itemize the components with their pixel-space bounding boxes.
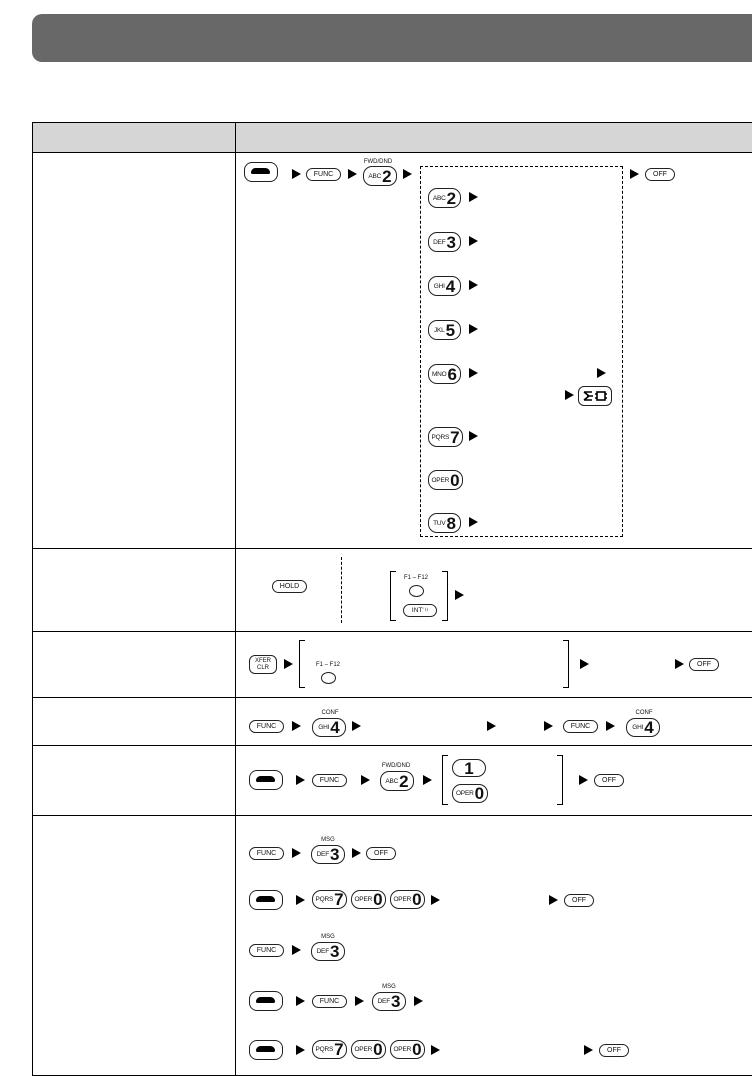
row-divider bbox=[32, 631, 752, 632]
bracket bbox=[390, 571, 396, 621]
option-divider bbox=[341, 557, 342, 623]
digit-1-key: 1 bbox=[452, 759, 486, 777]
def-3-key: DEF 3 bbox=[311, 845, 345, 864]
func-key: FUNC bbox=[563, 720, 598, 733]
off-key: OFF bbox=[599, 1044, 629, 1057]
bracket bbox=[442, 571, 448, 621]
ghi-4-key: GHI 4 bbox=[428, 276, 461, 296]
conf-label: CONF bbox=[321, 710, 339, 716]
conf-label: CONF bbox=[635, 710, 653, 716]
pqrs-7-key: PQRS 7 bbox=[428, 427, 463, 447]
flex-button-icon bbox=[409, 585, 424, 597]
arrow-icon bbox=[403, 169, 412, 179]
fwd-dnd-label: FWD/DND bbox=[381, 763, 411, 769]
pqrs-7-key: PQRS 7 bbox=[312, 890, 347, 909]
off-key: OFF bbox=[689, 658, 719, 671]
bracket bbox=[563, 640, 569, 688]
table-header-row bbox=[32, 122, 752, 152]
arrow-icon bbox=[348, 169, 357, 179]
section-header-bar bbox=[32, 14, 752, 62]
arrow-icon bbox=[469, 368, 478, 378]
func-key: FUNC bbox=[249, 847, 284, 860]
mno-6-key: MNO 6 bbox=[428, 364, 461, 384]
arrow-icon bbox=[630, 169, 639, 179]
arrow-icon bbox=[597, 368, 606, 378]
jkl-5-key: JKL 5 bbox=[428, 320, 461, 340]
off-key: OFF bbox=[594, 774, 624, 787]
def-3-key: DEF 3 bbox=[372, 992, 406, 1011]
arrow-icon bbox=[606, 721, 615, 731]
row-divider bbox=[32, 745, 752, 746]
abc-2-key: ABC 2 bbox=[363, 166, 397, 186]
hold-key: HOLD bbox=[272, 580, 307, 593]
oper-0-key: OPER 0 bbox=[428, 470, 463, 490]
msg-label: MSG bbox=[321, 837, 335, 843]
row-divider bbox=[32, 697, 752, 698]
fwd-dnd-label: FWD/DND bbox=[363, 159, 393, 165]
navigator-key-icon bbox=[578, 386, 612, 406]
arrow-icon bbox=[580, 659, 589, 669]
arrow-icon bbox=[584, 1045, 593, 1055]
arrow-icon bbox=[361, 775, 370, 785]
msg-label: MSG bbox=[321, 934, 335, 940]
talk-icon bbox=[249, 770, 283, 790]
arrow-icon bbox=[296, 1045, 305, 1055]
flex-button-icon bbox=[321, 672, 336, 684]
oper-0-key: OPER 0 bbox=[390, 1040, 425, 1059]
off-key: OFF bbox=[645, 168, 675, 181]
talk-icon bbox=[249, 991, 283, 1011]
oper-0-key: OPER 0 bbox=[351, 1040, 386, 1059]
off-key: OFF bbox=[366, 847, 396, 860]
arrow-icon bbox=[549, 895, 558, 905]
arrow-icon bbox=[296, 996, 305, 1006]
arrow-icon bbox=[423, 775, 432, 785]
arrow-icon bbox=[292, 721, 301, 731]
arrow-icon bbox=[469, 431, 478, 441]
arrow-icon bbox=[296, 895, 305, 905]
abc-2-key: ABC 2 bbox=[428, 188, 461, 208]
arrow-icon bbox=[296, 775, 305, 785]
navigator-icon bbox=[581, 389, 609, 403]
arrow-icon bbox=[487, 721, 496, 731]
arrow-icon bbox=[469, 236, 478, 246]
row-divider bbox=[32, 815, 752, 816]
row-divider bbox=[32, 548, 752, 549]
tuv-8-key: TUV 8 bbox=[428, 513, 461, 533]
arrow-icon bbox=[469, 280, 478, 290]
table-border-top bbox=[32, 122, 752, 123]
func-key: FUNC bbox=[312, 774, 347, 787]
msg-label: MSG bbox=[382, 984, 396, 990]
arrow-icon bbox=[292, 169, 301, 179]
f1-f12-label: F1 – F12 bbox=[316, 662, 341, 668]
bracket bbox=[299, 640, 305, 688]
func-key: FUNC bbox=[249, 944, 284, 957]
arrow-icon bbox=[675, 659, 684, 669]
func-key: FUNC bbox=[249, 720, 284, 733]
talk-icon bbox=[244, 162, 278, 182]
abc-2-key: ABC 2 bbox=[380, 771, 414, 791]
arrow-icon bbox=[469, 192, 478, 202]
arrow-icon bbox=[431, 895, 440, 905]
talk-icon bbox=[249, 1040, 283, 1060]
arrow-icon bbox=[414, 996, 423, 1006]
row-divider bbox=[32, 152, 752, 153]
off-key: OFF bbox=[564, 894, 594, 907]
column-divider bbox=[235, 122, 236, 1076]
arrow-icon bbox=[292, 945, 301, 955]
ghi-4-key: GHI 4 bbox=[312, 718, 346, 737]
key-label: FUNC bbox=[313, 171, 334, 178]
f1-f12-label: F1 – F12 bbox=[404, 575, 429, 581]
arrow-icon bbox=[469, 324, 478, 334]
talk-icon bbox=[249, 890, 283, 910]
signal-icon: ⁾⁾ bbox=[424, 607, 429, 615]
oper-0-key: OPER 0 bbox=[351, 890, 386, 909]
arrow-icon bbox=[352, 848, 361, 858]
intercom-key: INT' ⁾⁾ bbox=[403, 604, 437, 617]
bracket bbox=[557, 755, 563, 805]
table-border-left bbox=[32, 122, 33, 1076]
oper-0-key: OPER 0 bbox=[390, 890, 425, 909]
bracket bbox=[442, 755, 448, 805]
arrow-icon bbox=[431, 1045, 440, 1055]
arrow-icon bbox=[565, 390, 574, 400]
ghi-4-key: GHI 4 bbox=[626, 718, 660, 737]
arrow-icon bbox=[352, 721, 361, 731]
func-key bbox=[306, 168, 341, 181]
arrow-icon bbox=[469, 517, 478, 527]
def-3-key: DEF 3 bbox=[311, 942, 345, 961]
def-3-key: DEF 3 bbox=[428, 232, 461, 252]
arrow-icon bbox=[544, 721, 553, 731]
arrow-icon bbox=[579, 775, 588, 785]
arrow-icon bbox=[284, 659, 293, 669]
func-key: FUNC bbox=[312, 995, 347, 1008]
arrow-icon bbox=[355, 996, 364, 1006]
arrow-icon bbox=[455, 590, 464, 600]
pqrs-7-key: PQRS 7 bbox=[312, 1040, 347, 1059]
arrow-icon bbox=[292, 848, 301, 858]
oper-0-key: OPER 0 bbox=[452, 784, 488, 803]
xfer-clr-key: XFER CLR bbox=[249, 655, 277, 674]
